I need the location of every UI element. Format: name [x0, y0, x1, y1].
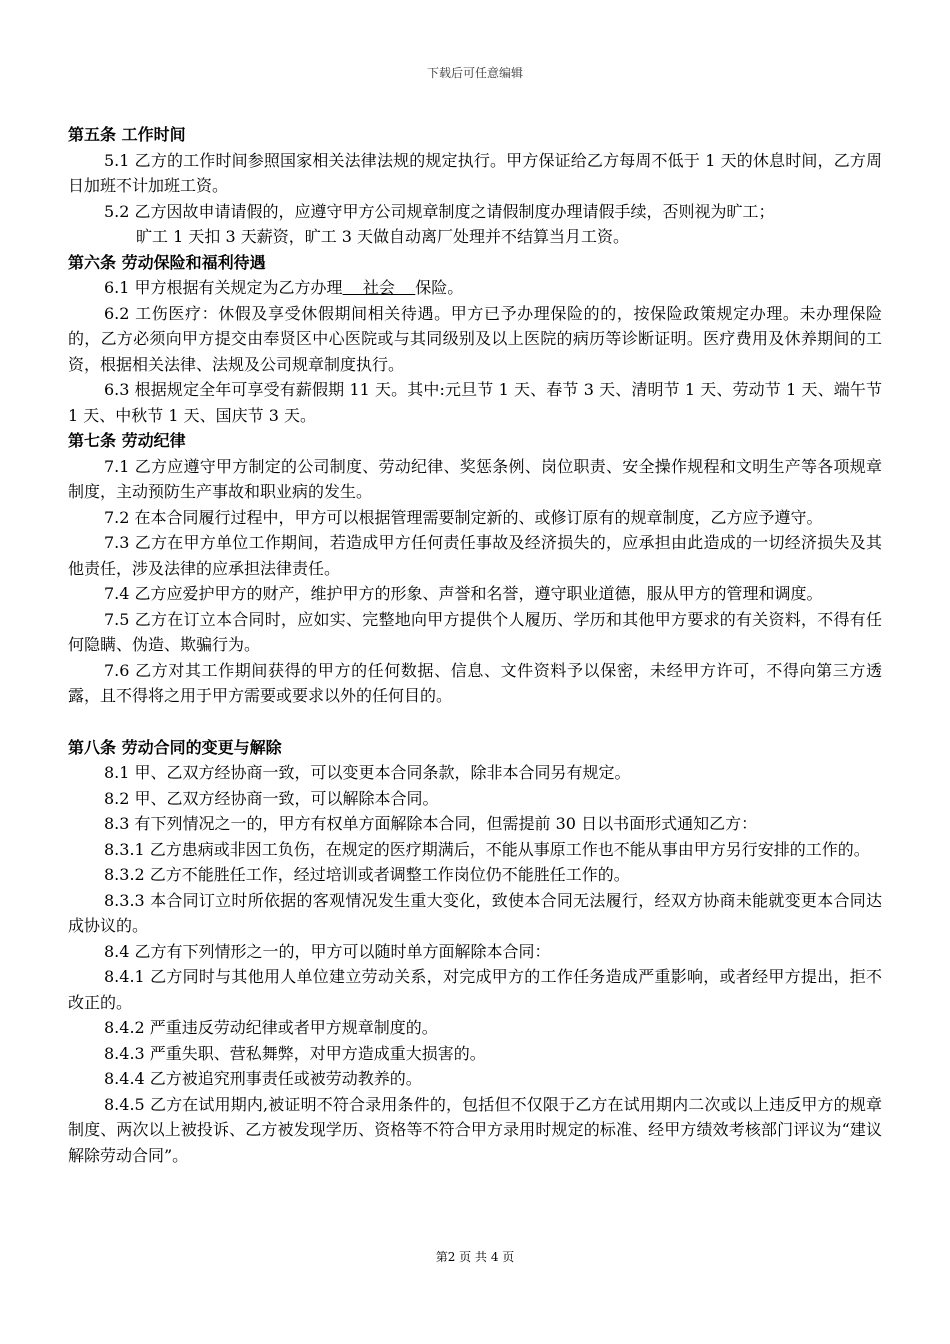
clause-8-3: 8.3 有下列情况之一的，甲方有权单方面解除本合同，但需提前 30 日以书面形式通知乙方：: [104, 814, 758, 833]
clause-7-3: 7.3 乙方在甲方单位工作期间，若造成甲方任何责任事故及经济损失的，应承担由此造成的一切经济损失及其他责任，涉及法律的应承担法律责任。: [68, 533, 882, 578]
clause-8-2: 8.2 甲、乙双方经协商一致，可以解除本合同。: [104, 788, 439, 808]
clause-7-4: 7.4 乙方应爱护甲方的财产，维护甲方的形象、声誉和名誉，遵守职业道德，服从甲方的管理和调度。: [104, 584, 823, 603]
document-body: [68, 122, 882, 1168]
clause-6-1-post: 保险。: [415, 278, 464, 297]
clause-7-1: 7.1 乙方应遵守甲方制定的公司制度、劳动纪律、奖惩条例、岗位职责、安全操作规程和文明生产等各项规章制度，主动预防生产事故和职业病的发生。: [68, 456, 882, 501]
clause-8-3-2: 8.3.2 乙方不能胜任工作，经过培训或者调整工作岗位仍不能胜任工作的。: [104, 865, 630, 884]
page-number: 第2 页 共 4 页: [435, 1250, 515, 1264]
clause-5-2: 5.2 乙方因故申请请假的，应遵守甲方公司规章制度之请假制度办理请假手续，否则视为旷工；: [104, 201, 775, 221]
clause-8-1: 8.1 甲、乙双方经协商一致，可以变更本合同条款，除非本合同另有规定。: [104, 763, 631, 782]
page-header: 下载后可任意编辑: [426, 66, 523, 80]
clause-8-4-4: 8.4.4 乙方被追究刑事责任或被劳动教养的。: [104, 1069, 422, 1088]
section-6-title: 第六条 劳动保险和福利待遇: [68, 252, 266, 272]
clause-8-4: 8.4 乙方有下列情形之一的，甲方可以随时单方面解除本合同：: [104, 941, 551, 961]
clause-8-3-1: 8.3.1 乙方患病或非因工负伤，在规定的医疗期满后，不能从事原工作也不能从事由甲方另行安排的工作的。: [104, 839, 870, 859]
section-spacer: [68, 709, 882, 735]
clause-8-4-3: 8.4.3 严重失职、营私舞弊，对甲方造成重大损害的。: [104, 1043, 486, 1063]
clause-8-4-1: 8.4.1 乙方同时与其他用人单位建立劳动关系，对完成甲方的工作任务造成严重影响，或者经甲方提出，拒不改正的。: [68, 967, 882, 1012]
clause-8-3-3: 8.3.3 本合同订立时所依据的客观情况发生重大变化，致使本合同无法履行，经双方协商未能就变更本合同达成协议的。: [68, 890, 882, 935]
clause-5-2-note: 旷工 1 天扣 3 天薪资，旷工 3 天做自动离厂处理并不结算当月工资。: [136, 227, 630, 246]
clause-8-4-5: 8.4.5 乙方在试用期内,被证明不符合录用条件的，包括但不仅限于乙方在试用期内二次或以上违反甲方的规章制度、两次以上被投诉、乙方被发现学历、资格等不符合甲方录用时规定的标准、经甲方绩效考核部门评议为“建议解除劳动合同”。: [68, 1094, 882, 1165]
clause-6-2: 6.2 工伤医疗：休假及享受休假期间相关待遇。甲方已予办理保险的的，按保险政策规定办理。未办理保险的，乙方必须向甲方提交由奉贤区中心医院或与其同级别及以上医院的病历等诊断证明。医疗费用及休养期间的工资，根据相关法律、法规及公司规章制度执行。: [68, 303, 882, 374]
clause-6-3: 6.3 根据规定全年可享受有薪假期 11 天。其中:元旦节 1 天、春节 3 天、清明节 1 天、劳动节 1 天、端午节 1 天、中秋节 1 天、国庆节 3 天。: [68, 380, 882, 425]
clause-7-6: 7.6 乙方对其工作期间获得的甲方的任何数据、信息、文件资料予以保密，未经甲方许可，不得向第三方透露，且不得将之用于甲方需要或要求以外的任何目的。: [68, 660, 882, 705]
section-5-title: 第五条 工作时间: [68, 125, 186, 144]
clause-5-1: 5.1 乙方的工作时间参照国家相关法律法规的规定执行。甲方保证给乙方每周不低于 1 天的休息时间，乙方周日加班不计加班工资。: [68, 150, 882, 195]
clause-7-2: 7.2 在本合同履行过程中，甲方可以根据管理需要制定新的、或修订原有的规章制度，乙方应予遵守。: [104, 507, 823, 527]
section-8-title: 第八条 劳动合同的变更与解除: [68, 737, 282, 757]
clause-6-1-pre: 6.1 甲方根据有关规定为乙方办理: [104, 278, 343, 297]
insurance-type-fill: 社会: [342, 278, 416, 297]
clause-6-1: [68, 275, 882, 301]
clause-7-5: 7.5 乙方在订立本合同时，应如实、完整地向甲方提供个人履历、学历和其他甲方要求的有关资料，不得有任何隐瞒、伪造、欺骗行为。: [68, 609, 882, 654]
section-7-title: 第七条 劳动纪律: [68, 431, 186, 450]
clause-8-4-2: 8.4.2 严重违反劳动纪律或者甲方规章制度的。: [104, 1018, 438, 1037]
